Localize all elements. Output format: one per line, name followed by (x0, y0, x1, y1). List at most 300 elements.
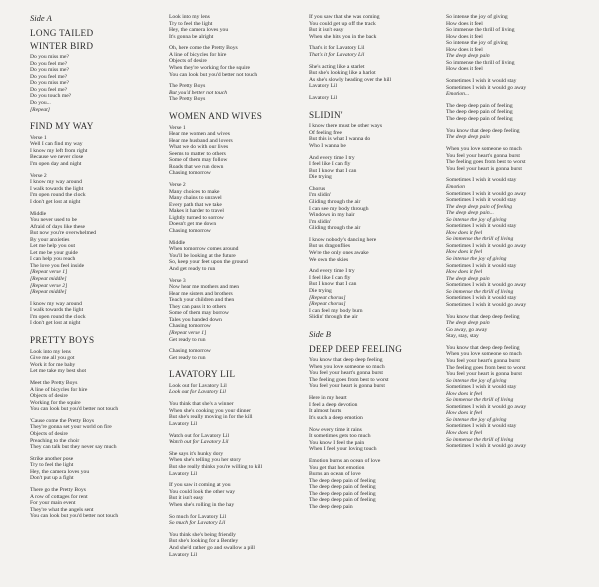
lyric-line: I can see my body through (309, 205, 369, 212)
lyric-line: So intense the joy of giving (446, 216, 507, 223)
lyric-line: Die trying (309, 287, 332, 294)
lyric-line: Do you feel me? (30, 86, 68, 93)
lyrics-stanza (446, 345, 581, 378)
lyric-line: When they're working for the squire (169, 65, 251, 72)
lyric-line: Look into my lens (30, 348, 71, 355)
lyrics-stanza (309, 64, 444, 90)
lyric-line: I'm slidin' (309, 218, 332, 225)
lyric-line: Objects of desire (169, 58, 207, 65)
lyric-line: Look out for Lavatory Lil (169, 382, 227, 389)
lyric-line: Sometimes I wish it would go away (446, 84, 527, 91)
lyrics-stanza (30, 380, 165, 413)
lyric-line: [Repeat verse 1] (169, 329, 207, 336)
lyric-line: How does it feel (446, 390, 483, 397)
lyric-line: You feel your heart is gonna burst (446, 165, 522, 172)
lyric-line: When she's cooking you your dinner (169, 407, 251, 414)
lyric-line: You know that deep deep feeling (446, 344, 520, 351)
lyric-line: But it isn't easy (309, 27, 344, 34)
lyric-line: So immense the thrill of living (446, 288, 514, 295)
lyrics-stanza (309, 123, 444, 149)
lyrics-stanza (169, 348, 304, 361)
lyrics-stanza (446, 443, 581, 450)
lyric-line: You could get up off the track (309, 20, 376, 27)
lyric-line: That's it for Lavatory Lil (309, 51, 365, 58)
lyric-line: I know there must be other ways (309, 123, 383, 130)
lyric-line: But us dragonflies (309, 243, 351, 250)
lyric-line: Sometimes I wish it would stay (446, 295, 517, 302)
lyrics-stanza (309, 14, 444, 40)
lyric-line: So intense the joy of giving (446, 40, 508, 47)
lyric-line: You never used to be (30, 217, 77, 224)
lyrics-stanza (169, 451, 304, 477)
song-title: WOMEN AND WIVES (169, 110, 263, 121)
lyric-line: As she's slowly heading over the hill (309, 76, 392, 83)
lyric-line: You feel your heart's gonna burst (446, 358, 520, 365)
lyrics-stanza (446, 134, 581, 141)
lyric-line: I know my way around (30, 300, 82, 307)
lyric-line: Emotion (446, 183, 465, 190)
lyric-line: But I know that I can (309, 281, 357, 288)
lyrics-stanza (169, 337, 304, 344)
lyric-line: The love you feel inside (30, 262, 85, 269)
lyric-line: Hear me women and wives (169, 131, 230, 138)
lyric-line: Chasing tomorrow (169, 348, 211, 355)
lyric-line: Chorus (309, 185, 326, 192)
lyrics-stanza (309, 458, 444, 510)
lyric-line: So intense the joy of giving (446, 14, 508, 20)
lyric-line: Meet the Pretty Boys (30, 380, 78, 386)
lyric-line: Watch out for Lavatory Lil (169, 439, 229, 446)
lyric-line: So much for Lavatory Lil (169, 513, 227, 520)
lyric-line: I don't get lost at night (30, 198, 81, 205)
lyric-line: The deep deep pain (446, 320, 490, 327)
lyric-line: [Repeat verse 1] (30, 269, 68, 276)
lyric-line: I feel a deep devotion (309, 401, 358, 408)
lyrics-stanza (169, 240, 304, 273)
lyric-line: I don't get lost at night (30, 320, 81, 327)
lyric-line: But you'd better not touch (169, 89, 228, 96)
lyrics-stanza (169, 278, 304, 330)
lyric-line: Some of them may borrow (169, 310, 229, 317)
lyric-line: So immense the thrill of living (446, 397, 514, 404)
lyric-line: [Repeat middle] (30, 276, 67, 283)
lyric-line: Burns an ocean of love (309, 471, 361, 478)
lyric-line: There go the Pretty Boys (30, 487, 86, 494)
lyrics-stanza (446, 91, 581, 98)
lyrics-stanza (30, 456, 165, 482)
lyric-line: Seems to matter to others (169, 150, 226, 157)
lyrics-stanza (169, 482, 304, 508)
lyric-line: It's gonna be alright (169, 33, 214, 40)
lyric-line: Objects of desire (30, 431, 68, 438)
lyric-line: The Pretty Boys (169, 96, 206, 103)
lyric-line: So, keep your feet upon the ground (169, 259, 248, 266)
lyric-line: But she's really moving in for the kill (169, 414, 253, 421)
lyric-line: Work it for me baby (30, 361, 76, 368)
lyric-line: Die trying (309, 174, 332, 181)
lyric-line: Sometimes I wish it would go away (446, 242, 527, 249)
lyric-line: Hey, the camera loves you (169, 27, 229, 34)
lyric-line: Sometimes I wish it would stay (446, 177, 517, 184)
lyric-line: Stay, stay, stay (446, 333, 479, 340)
lyric-line: Lavatory Lil (309, 95, 338, 102)
lyric-line: Give me all you got (30, 355, 75, 362)
lyric-line: Lavatory Lil (309, 83, 338, 90)
lyric-line: So immense the thrill of living (446, 27, 515, 34)
lyrics-stanza (30, 211, 165, 270)
lyric-line: The deep deep pain of feeling (309, 497, 376, 504)
lyric-line: When tomorrow comes around (169, 246, 239, 253)
lyric-line: I know nobody's dancing here (309, 236, 377, 243)
lyric-line: How does it feel (446, 46, 483, 53)
lyric-line: [Repeat chorus] (309, 294, 346, 301)
lyric-line: When you love someone so much (446, 146, 522, 153)
lyrics-stanza (446, 191, 581, 204)
lyric-line: You feel your heart is gonna burst (309, 383, 385, 390)
lyric-line: Chasing tomorrow (169, 323, 211, 330)
lyric-line: You can look but you'd better not touch (30, 513, 119, 520)
lyric-line: But she's looking for a Bentley (169, 538, 239, 545)
lyric-line: Do you... (30, 100, 51, 107)
lyric-line: I'm open round the clock (30, 313, 86, 320)
lyric-line: Sometimes I wish it would stay (446, 78, 517, 85)
lyric-line: They're what the angels sent (30, 506, 94, 513)
lyrics-stanza (169, 520, 304, 527)
lyric-line: And she'd rather go and swallow a pill (169, 544, 255, 551)
lyric-line: Doesn't get me down (169, 221, 217, 228)
lyric-line: Working for the squire (30, 399, 81, 406)
lyric-line: How does it feel (446, 269, 483, 276)
lyric-line: They can talk but they never say much (30, 444, 117, 451)
song-title: LONG TAILED (30, 28, 94, 38)
lyric-line: Sometimes I wish it would stay (446, 384, 517, 391)
lyric-line: When she's telling you her story (169, 457, 242, 464)
lyrics-stanza (169, 389, 304, 396)
song-title: FIND MY WAY (30, 121, 94, 132)
lyrics-stanza (30, 173, 165, 206)
lyric-line: I'm open round the clock (30, 192, 86, 199)
lyrics-stanza (309, 237, 444, 263)
lyric-line: Sometimes I wish it would go away (446, 190, 527, 197)
lyric-line: You think that she's a winner (169, 401, 234, 408)
lyric-line: The deep deep pain (446, 275, 490, 282)
lyrics-stanza (30, 349, 165, 375)
lyric-line: Middle (169, 239, 186, 246)
lyric-line: I walk towards the light (30, 185, 84, 192)
lyric-line: When I feel your loving touch (309, 446, 377, 453)
lyric-line: But she's looking like a harlot (309, 70, 376, 77)
lyric-line: It almost hurts (309, 408, 342, 415)
lyric-line: I know my left from right (30, 147, 88, 154)
lyric-line: Afraid of days like these (30, 223, 85, 230)
lyric-line: How does it feel (446, 249, 483, 256)
lyric-line: So immense the thrill of living (446, 236, 514, 243)
lyric-line: When you love someone so much (446, 351, 522, 358)
lyric-line: Let me help you out (30, 243, 76, 250)
lyric-line: She says it's hunky dory (169, 450, 224, 457)
lyric-line: Verse 2 (30, 172, 47, 179)
lyrics-stanza (30, 54, 165, 106)
lyrics-stanza (169, 182, 304, 234)
lyric-line: Objects of desire (30, 393, 68, 400)
lyrics-stanza (30, 301, 165, 327)
lyric-line: Lavatory Lil (169, 470, 198, 477)
lyrics-stanza (446, 14, 581, 53)
lyric-line: You could look the other way (169, 488, 236, 495)
lyrics-stanza (169, 532, 304, 558)
lyric-line: Get ready to run (169, 336, 206, 343)
lyrics-stanza (309, 52, 444, 59)
lyric-line: So intense the joy of giving (446, 416, 507, 423)
lyrics-stanza (309, 395, 444, 421)
lyrics-stanza (30, 135, 165, 168)
lyrics-stanza (30, 487, 165, 520)
lyrics-stanza (169, 401, 304, 427)
lyric-line: [Repeat chorus] (309, 301, 346, 308)
lyric-line: How does it feel (446, 229, 483, 236)
lyric-line: How does it feel (446, 20, 483, 27)
lyric-line: Sometimes I wish it would stay (446, 262, 517, 269)
lyric-line: Slidin' through the air (309, 314, 358, 321)
lyric-line: I'm slidin' (309, 192, 332, 199)
lyric-line: Try to feel the light (169, 20, 213, 27)
lyrics-column-4 (446, 14, 581, 450)
lyric-line: Sometimes I wish it would stay (446, 223, 517, 230)
lyric-line: So much for Lavatory Lil (169, 520, 226, 527)
lyric-line: Go away, go away (446, 326, 488, 333)
lyric-line: The deep deep pain of feeling (446, 109, 513, 116)
lyric-line: Verse 2 (169, 182, 186, 189)
lyric-line: But it isn't easy (169, 495, 204, 502)
lyric-line: You'll be looking at the future (169, 252, 236, 259)
lyric-line: How does it feel (446, 66, 483, 73)
lyric-line: It's such a deep emotion (309, 414, 363, 421)
lyric-line: You feel your heart is gonna burst (446, 371, 522, 378)
lyric-line: The deep deep pain of feeling (309, 477, 376, 484)
lyric-line: Hear me sisters and brothers (169, 290, 233, 297)
lyrics-column-1 (30, 14, 165, 520)
lyric-line: Do you touch me? (30, 93, 72, 100)
lyric-line: Hey, the camera loves you (30, 468, 90, 475)
lyrics-stanza (446, 295, 581, 308)
lyric-line: That's it for Lavatory Lil (309, 45, 365, 52)
lyric-line: I can help you reach (30, 256, 76, 263)
lyric-line: You can look but you'd better not touch (30, 406, 119, 413)
lyric-line: Middle (30, 210, 47, 217)
lyric-line: And every time I try (309, 268, 355, 275)
song-title: DEEP DEEP FEELING (309, 343, 403, 354)
lyrics-stanza (446, 430, 581, 443)
lyric-line: Many chains to unravel (169, 195, 222, 202)
side-heading: Side B (309, 328, 331, 339)
lyric-line: Lavatory Lil (169, 420, 198, 427)
lyric-line: I know my way around (30, 179, 82, 186)
song-title: SLIDIN' (309, 109, 343, 120)
lyric-line: Some of them may follow (169, 157, 228, 164)
lyric-line: Sometimes I wish it would go away (446, 282, 527, 289)
lyrics-column-2 (169, 14, 304, 558)
lyric-line: Sometimes I wish it would stay (446, 197, 517, 204)
lyric-line: A row of cottages for rent (30, 493, 88, 500)
lyric-line: It sometimes gets too much (309, 433, 371, 440)
lyric-line: Now every time it rains (309, 426, 362, 433)
lyrics-stanza (169, 439, 304, 446)
lyric-line: I'm open day and night (30, 160, 82, 167)
lyric-line: How does it feel (446, 410, 483, 417)
lyric-line: Hear me husband and lovers (169, 137, 233, 144)
lyric-line: Emotion burns an ocean of love (309, 457, 381, 464)
lyric-line: Watch out for Lavatory Lil (169, 432, 230, 439)
lyric-line: A line of bicycles for hire (30, 386, 88, 393)
lyrics-stanza (169, 14, 304, 40)
lyric-line: Sometimes I wish it would go away (446, 301, 527, 308)
lyric-line: You feel your heart's gonna burst (446, 152, 520, 159)
lyric-line: I walk towards the light (30, 307, 84, 314)
lyric-line: When you love someone so much (309, 363, 385, 370)
song-title: PRETTY BOYS (30, 335, 95, 346)
lyric-line: The deep deep pain (446, 53, 490, 60)
lyric-line: Look into my lens (169, 14, 210, 20)
lyric-line: So immense the thrill of living (446, 436, 514, 443)
lyric-line: Sometimes I wish it would stay (446, 423, 517, 430)
lyric-line: The feeling goes from best to worst (309, 376, 389, 383)
lyrics-stanza (30, 289, 165, 296)
lyrics-stanza (169, 45, 304, 78)
lyric-line: I feel like I can fly (309, 161, 351, 168)
lyrics-stanza (309, 268, 444, 294)
lyric-line: She's acting like a starlet (309, 63, 365, 70)
lyric-line: Do you miss me? (30, 80, 69, 87)
lyric-line: You think she's being friendly (169, 531, 236, 538)
lyric-line: Verse 1 (30, 134, 47, 141)
lyric-line: The deep deep pain of feeling (446, 102, 513, 109)
lyrics-stanza (169, 125, 304, 177)
lyrics-stanza (309, 308, 444, 321)
lyric-line: Look out for Lavatory Lil (169, 389, 226, 396)
song-title: WINTER BIRD (30, 40, 94, 51)
lyric-line: Sometimes I wish it would go away (446, 403, 527, 410)
lyric-line: You get that hot emotion (309, 464, 365, 471)
lyrics-stanza (309, 427, 444, 453)
lyric-line: Lightly turned to sorrow (169, 214, 224, 221)
lyric-line: Sometimes I wish it would go away (446, 443, 527, 450)
lyric-line: We're the only ones awake (309, 250, 369, 257)
lyric-line: Here in my heart (309, 395, 347, 402)
lyric-line: Tales you handed down (169, 316, 222, 323)
lyric-line: Because we never close (30, 154, 84, 161)
lyric-line: The feeling goes from best to worst (446, 364, 526, 371)
lyric-line: Let me be your guide (30, 249, 78, 256)
lyric-line: If you saw that she was coming (309, 14, 380, 20)
lyric-line: The deep deep pain of feeling (309, 484, 376, 491)
lyrics-stanza (309, 155, 444, 181)
lyric-line: The deep deep pain of feeling (446, 203, 513, 210)
song-title: LAVATORY LIL (169, 369, 236, 380)
lyrics-stanza (446, 391, 581, 404)
lyrics-stanza (446, 249, 581, 262)
lyric-line: Teach your children and then (169, 297, 235, 304)
lyrics-stanza (309, 357, 444, 390)
lyric-line: Oh, here come the Pretty Boys (169, 45, 238, 52)
lyric-line: [Repeat] (30, 106, 50, 113)
lyric-line: The deep deep pain (446, 134, 490, 141)
lyrics-stanza (446, 60, 581, 73)
lyric-line: Do you feel me? (30, 73, 68, 80)
lyric-line: [Repeat verse 2] (30, 282, 68, 289)
lyric-line: The deep deep pain (309, 503, 353, 510)
lyric-line: And get ready to run (169, 265, 216, 272)
lyric-line: For your main event (30, 500, 76, 507)
lyric-line: You can look but you'd better not touch (169, 71, 258, 78)
lyrics-column-3 (309, 14, 444, 510)
lyrics-stanza (446, 410, 581, 423)
lyrics-stanza (446, 230, 581, 243)
lyric-line: The deep deep pain of feeling (309, 490, 376, 497)
lyrics-stanza (446, 146, 581, 172)
lyrics-stanza (446, 103, 581, 123)
lyric-line: Gliding through the air (309, 225, 361, 232)
lyric-line: Roads that we run down (169, 163, 224, 170)
lyric-line: The deep deep pain of feeling (446, 116, 513, 123)
lyric-line: Let me take my best shot (30, 368, 87, 375)
lyric-line: When she hits you in the back (309, 33, 377, 40)
lyric-line: Strike another pose (30, 455, 74, 462)
lyric-line: Try to feel the light (30, 462, 74, 469)
lyric-line: They're gonna set your world on fire (30, 424, 112, 431)
lyric-line: Get ready to run (169, 354, 206, 361)
lyric-line: A line of bicycles for hire (169, 51, 227, 58)
lyric-line: You know that deep deep feeling (309, 357, 383, 364)
lyric-line: Gliding through the air (309, 199, 361, 206)
lyric-line: They can pass it to others (169, 303, 227, 310)
lyric-line: Of feeling free (309, 129, 342, 136)
lyric-line: We own the skies (309, 256, 349, 263)
side-heading: Side A (30, 13, 52, 23)
lyric-line: Chasing tomorrow (169, 227, 211, 234)
lyric-line: The deep deep pain... (446, 210, 494, 217)
lyric-line: Chasing tomorrow (169, 170, 211, 177)
lyric-line: Don't put up a fight (30, 475, 74, 482)
lyric-line: Preaching to the choir (30, 437, 80, 444)
lyric-line: I feel like I can fly (309, 274, 351, 281)
lyric-line: Do you feel me? (30, 60, 68, 67)
lyric-line: Now hear me mothers and men (169, 284, 240, 291)
lyric-line: You know I feel the pain (309, 439, 365, 446)
lyric-line: Who I wanna be (309, 142, 346, 149)
lyrics-stanza (446, 269, 581, 282)
lyric-line: You know that deep deep feeling (446, 313, 520, 320)
lyric-line: By your anxieties (30, 236, 70, 243)
lyric-line: When she's rolling in the hay (169, 501, 235, 508)
lyrics-stanza (30, 418, 165, 451)
lyric-line: I can feel my body burn (309, 307, 363, 314)
lyrics-stanza (309, 186, 444, 232)
lyric-line: Verse 1 (169, 124, 186, 131)
lyric-line: You know that deep deep feeling (446, 127, 520, 134)
lyric-line: The Pretty Boys (169, 83, 206, 90)
lyric-line: [Repeat middle] (30, 289, 67, 296)
lyric-line: And every time I try (309, 154, 355, 161)
lyric-line: Emotion... (446, 91, 470, 98)
lyric-line: So intense the joy of giving (446, 377, 507, 384)
lyric-line: But this is what I wanna do (309, 136, 371, 143)
lyric-line: 'Cause come the Pretty Boys (30, 417, 95, 424)
lyric-line: But I know that I can (309, 167, 357, 174)
lyric-line: So intense the joy of giving (446, 255, 507, 262)
lyric-line: Makes it harder to travel (169, 208, 224, 215)
lyric-line: But now you're overwhelmed (30, 230, 97, 237)
lyric-line: Windows in my hair (309, 212, 355, 219)
